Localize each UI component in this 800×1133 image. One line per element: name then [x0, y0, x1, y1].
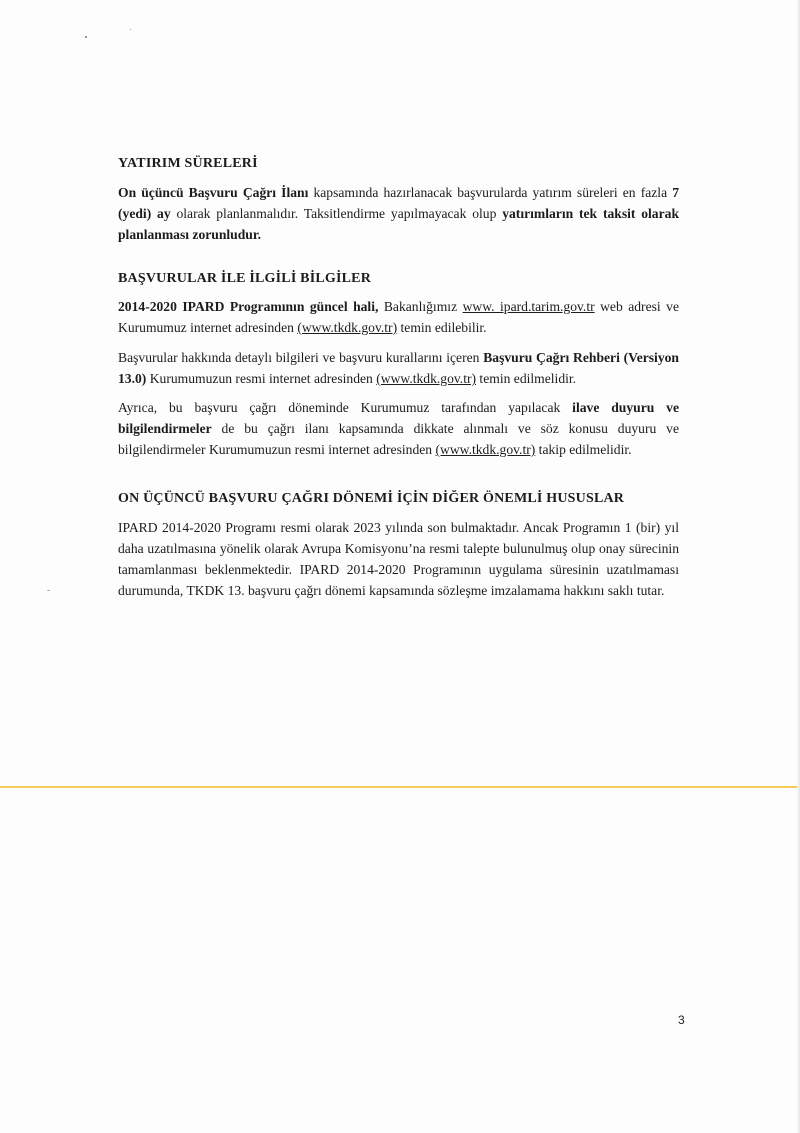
ipard-website-link[interactable]: www. ipard.tarim.gov.tr — [462, 299, 595, 314]
bold-text: yatırımların tek taksit olarak planlanması zorunludur. — [118, 206, 679, 242]
tkdk-website-link[interactable]: (www.tkdk.gov.tr) — [297, 320, 398, 335]
bold-text: Başvuru Çağrı Rehberi (Versiyon 13.0) — [118, 350, 679, 386]
text-run: temin edilmelidir. — [476, 371, 577, 386]
fold-line — [0, 786, 800, 788]
page-number: 3 — [678, 1013, 685, 1027]
paragraph-ilave-duyuru — [118, 397, 679, 460]
text-run: Başvurular hakkında detaylı bilgileri ve başvuru kurallarını içeren — [118, 350, 484, 365]
bold-text: ilave duyuru ve bilgilendirmeler — [118, 400, 679, 436]
bold-text: 2014-2020 IPARD Programının güncel hali, — [118, 299, 379, 314]
paragraph-basvuru-rehberi — [118, 347, 679, 389]
text-run: Kurumumuzun resmi internet adresinden — [146, 371, 377, 386]
paragraph-diger-hususlar: IPARD 2014-2020 Programı resmi olarak 2023 yılında son bulmaktadır. Ancak Programın 1 (bir) yıl daha uzatılmasına yönelik olarak Avrupa Komisyonu’na resmi talepte bulunulmuş olup onay sürecinin tamamlanması beklenmektedir. IPARD 2014-2020 Programının uygulama süresinin uzatılmaması durumunda, TKDK 13. başvuru çağrı dönemi kapsamında sözleşme imzalamama hakkını saklı tutar. — [118, 520, 679, 598]
text-run: olarak planlanmalıdır. Taksitlendirme yapılmayacak olup — [170, 206, 503, 221]
text-run: de bu çağrı ilanı kapsamında dikkate alınmalı ve söz konusu duyuru ve bilgilendirmeler Kurumumuzun resmi internet adresinden — [118, 421, 679, 457]
section-heading-diger-hususlar: ON ÜÇÜNCÜ BAŞVURU ÇAĞRI DÖNEMİ İÇİN DİĞER ÖNEMLİ HUSUSLAR — [118, 491, 625, 506]
text-run: web adresi ve Kurumumuz internet adresinden — [118, 299, 679, 335]
bold-text: On üçüncü Başvuru Çağrı İlanı — [118, 185, 309, 200]
paragraph-ipard-program — [118, 296, 679, 338]
bold-text: 7 (yedi) ay — [118, 185, 679, 221]
text-run: Bakanlığımız — [378, 299, 463, 314]
text-run: temin edilebilir. — [397, 320, 487, 335]
document-body — [118, 156, 679, 601]
text-run: Ayrıca, bu başvuru çağrı döneminde Kurumumuz tarafından yapılacak — [118, 400, 573, 415]
tkdk-website-link[interactable]: (www.tkdk.gov.tr) — [435, 442, 536, 457]
paragraph-yatirim-sureleri — [118, 182, 679, 245]
section-heading-basvurular: BAŞVURULAR İLE İLGİLİ BİLGİLER — [118, 271, 372, 286]
scan-speck — [47, 590, 50, 591]
scan-speck — [130, 29, 131, 30]
text-run: kapsamında hazırlanacak başvurularda yatırım süreleri en fazla — [308, 185, 673, 200]
tkdk-website-link[interactable]: (www.tkdk.gov.tr) — [376, 371, 477, 386]
section-heading-yatirim-sureleri: YATIRIM SÜRELERİ — [118, 156, 258, 171]
scan-speck — [85, 36, 87, 38]
text-run: takip edilmelidir. — [535, 442, 632, 457]
